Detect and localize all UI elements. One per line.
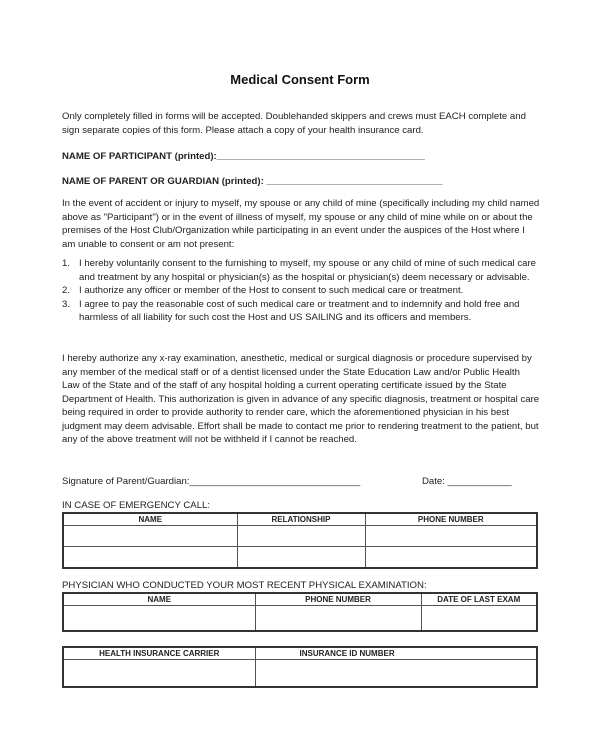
emergency-contact-table (62, 512, 538, 569)
name-cell[interactable] (63, 606, 255, 632)
list-item-text: I hereby voluntarily consent to the furnishing to myself, my spouse or any child of mine of such medical care and treatment by any hospital or physician(s) as the hospital or physician(s) deem necessary or advisable. (79, 258, 536, 283)
name-cell[interactable] (63, 547, 237, 569)
table-row (63, 606, 537, 632)
column-header-name: NAME (63, 593, 255, 606)
list-item-number: 2. (62, 285, 71, 296)
phone-cell[interactable] (365, 526, 537, 547)
physician-table (62, 592, 538, 632)
emergency-heading: IN CASE OF EMERGENCY CALL: (62, 500, 211, 511)
date-cell[interactable] (421, 606, 537, 632)
list-item-text: I agree to pay the reasonable cost of such medical care or treatment and to indemnify and hold free and harmless of all liability for such cost the Host and US SAILING and its officers and members. (79, 298, 520, 323)
consent-list (62, 257, 540, 325)
table-header-row (63, 513, 537, 526)
participant-name-field[interactable]: NAME OF PARTICIPANT (printed):_______________________________________ (62, 151, 425, 162)
relationship-cell[interactable] (237, 547, 365, 569)
list-item (62, 257, 540, 284)
date-field[interactable]: Date: ____________ (422, 476, 512, 487)
phone-cell[interactable] (255, 606, 421, 632)
phone-cell[interactable] (365, 547, 537, 569)
column-header-name: NAME (63, 513, 237, 526)
column-header-relationship: RELATIONSHIP (237, 513, 365, 526)
table-row (63, 660, 537, 688)
table-row (63, 526, 537, 547)
intro-text: Only completely filled in forms will be accepted. Doublehanded skippers and crews must EACH complete and sign separate copies of this form. Please attach a copy of your health insurance card. (62, 111, 526, 136)
column-header-insurance-id: INSURANCE ID NUMBER (255, 647, 537, 660)
signature-field[interactable]: Signature of Parent/Guardian:________________________________ (62, 476, 361, 487)
page-title: Medical Consent Form (230, 72, 370, 87)
list-item (62, 284, 540, 298)
table-row (63, 547, 537, 569)
list-item-number: 1. (62, 258, 71, 269)
name-cell[interactable] (63, 526, 237, 547)
column-header-date-of-last-exam: DATE OF LAST EXAM (421, 593, 537, 606)
column-header-insurance-carrier: HEALTH INSURANCE CARRIER (63, 647, 255, 660)
table-header-row (63, 647, 537, 660)
authorization-paragraph: I hereby authorize any x-ray examination, anesthetic, medical or surgical diagnosis or procedure supervised by any member of the medical staff or of a dentist licensed under the State Education Law and/or Public Health Law of the State and of the staff of any hospital holding a current operating certificate issued by the State Department of Health. This authorization is given in advance of any specific diagnosis, treatment or hospital care being required in order to provide authority to render care, which the aforementioned physician in his best judgment may deem advisable. Effort shall be made to contact me prior to rendering treatment to the patient, but any of the above treatment will not be withheld if I cannot be reached. (62, 353, 540, 445)
list-item-number: 3. (62, 298, 71, 310)
relationship-cell[interactable] (237, 526, 365, 547)
column-header-phone: PHONE NUMBER (365, 513, 537, 526)
table-header-row (63, 593, 537, 606)
insurance-table (62, 646, 538, 688)
insurance-id-cell[interactable] (255, 660, 537, 688)
insurance-carrier-cell[interactable] (63, 660, 255, 688)
list-item-text: I authorize any officer or member of the Host to consent to such medical care or treatment. (79, 285, 464, 296)
physician-heading: PHYSICIAN WHO CONDUCTED YOUR MOST RECENT PHYSICAL EXAMINATION: (62, 580, 427, 591)
consent-paragraph: In the event of accident or injury to myself, my spouse or any child of mine (specifically including my child named above as "Participant") or in the event of illness of myself, my spouse or any child of mine while on or about the premises of the Host Club/Organization while participating in an event under the auspices of the Host where I am unable to consent or am not present: (62, 198, 540, 250)
column-header-phone: PHONE NUMBER (255, 593, 421, 606)
list-item (62, 298, 540, 325)
guardian-name-field[interactable]: NAME OF PARENT OR GUARDIAN (printed): _________________________________ (62, 176, 443, 187)
